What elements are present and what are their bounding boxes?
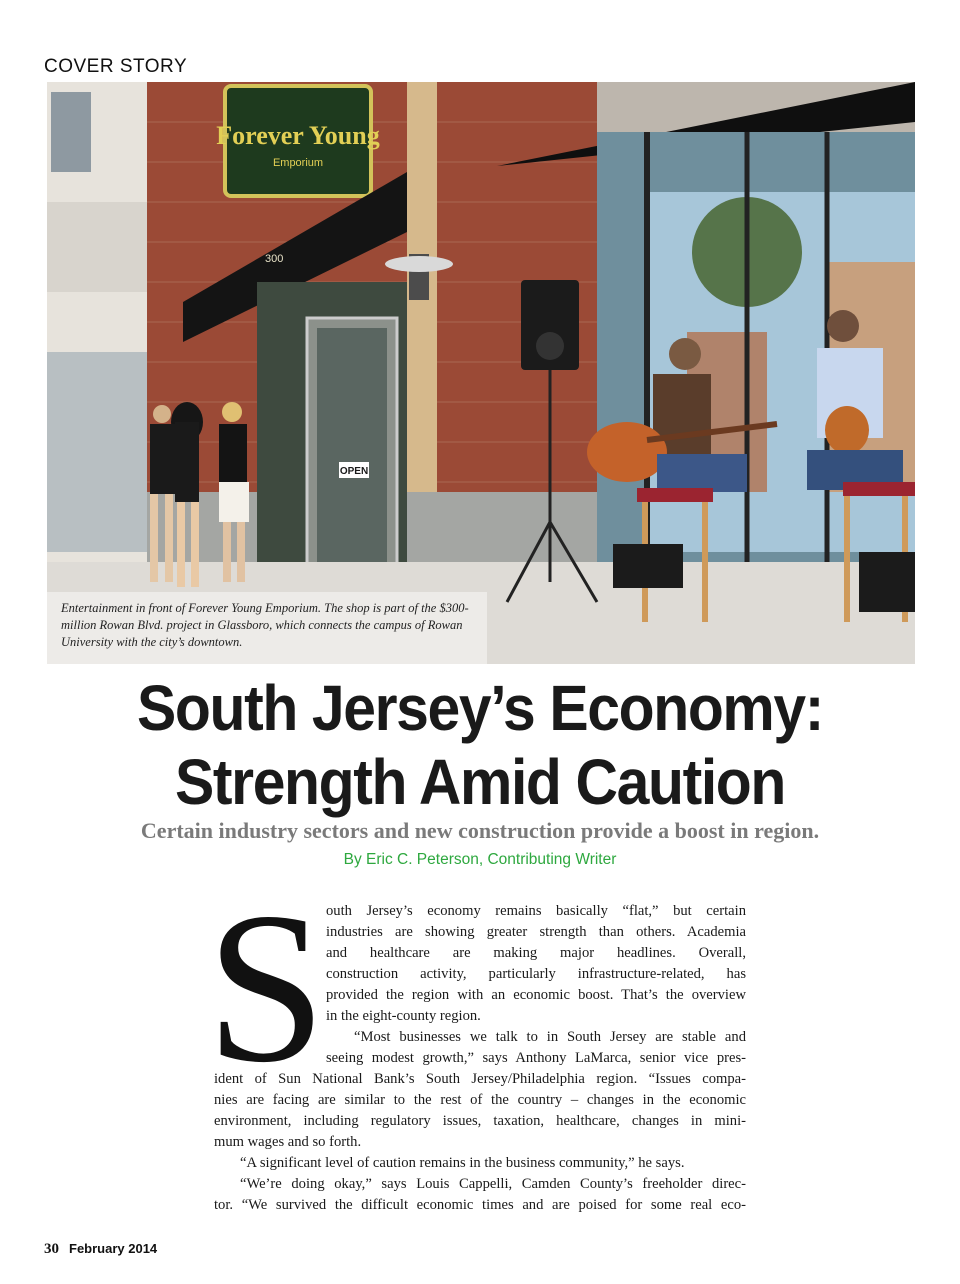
address-number: 300 [265,253,284,265]
body-line: construction activity, particularly infrastructure-related, has [326,966,746,982]
store-sign-text: Forever Young [216,121,380,150]
body-line: “Most businesses we talk to in South Jersey are stable and [354,1029,746,1045]
subheadline: Certain industry sectors and new construction provide a boost in region. [140,818,820,843]
section-label: COVER STORY [44,56,188,77]
body-line: “We’re doing okay,” says Louis Cappelli, Camden County’s freeholder direc- [240,1176,746,1192]
headline-line-1: South Jersey’s Economy: [137,672,823,744]
body-line: ident of Sun National Bank’s South Jersey/Philadelphia region. “Issues compa- [214,1071,746,1087]
cover-photo [47,82,915,664]
open-sign: OPEN [339,466,369,477]
headline-line-2: Strength Amid Caution [175,746,785,818]
storefront-illustration [47,82,915,664]
issue-date: February 2014 [69,1241,158,1256]
body-line: mum wages and so forth. [214,1134,362,1150]
page-number: 30 [44,1241,59,1257]
body-line: “A significant level of caution remains in the business community,” he says. [240,1155,685,1171]
byline: By Eric C. Peterson, Contributing Writer [343,851,617,868]
body-line: environment, including regulatory issues, taxation, healthcare, changes in mini- [214,1113,746,1129]
store-sign-subtext: Emporium [272,157,324,169]
body-line: seeing modest growth,” says Anthony LaMarca, senior vice pres- [326,1050,746,1066]
body-line: nies are facing are similar to the rest of the country – changes in the economic [214,1092,746,1108]
body-line: and healthcare are making major headlines. Overall, [326,945,746,961]
body-line: industries are showing greater strength than others. Academia [326,924,746,940]
body-line: in the eight-county region. [326,1008,481,1024]
photo-caption: Entertainment in front of Forever Young Emporium. The shop is part of the $300-million Rowan Blvd. project in Glassboro, which connects the campus of Rowan University with the city’s downtown. [61,601,469,649]
body-line: tor. “We survived the difficult economic times and are poised for some real eco- [214,1197,746,1213]
drop-cap: S [206,868,327,1107]
page-footer [44,1241,157,1258]
body-line: provided the region with an economic boost. That’s the overview [326,987,746,1003]
body-line: outh Jersey’s economy remains basically “flat,” but certain [326,903,746,919]
